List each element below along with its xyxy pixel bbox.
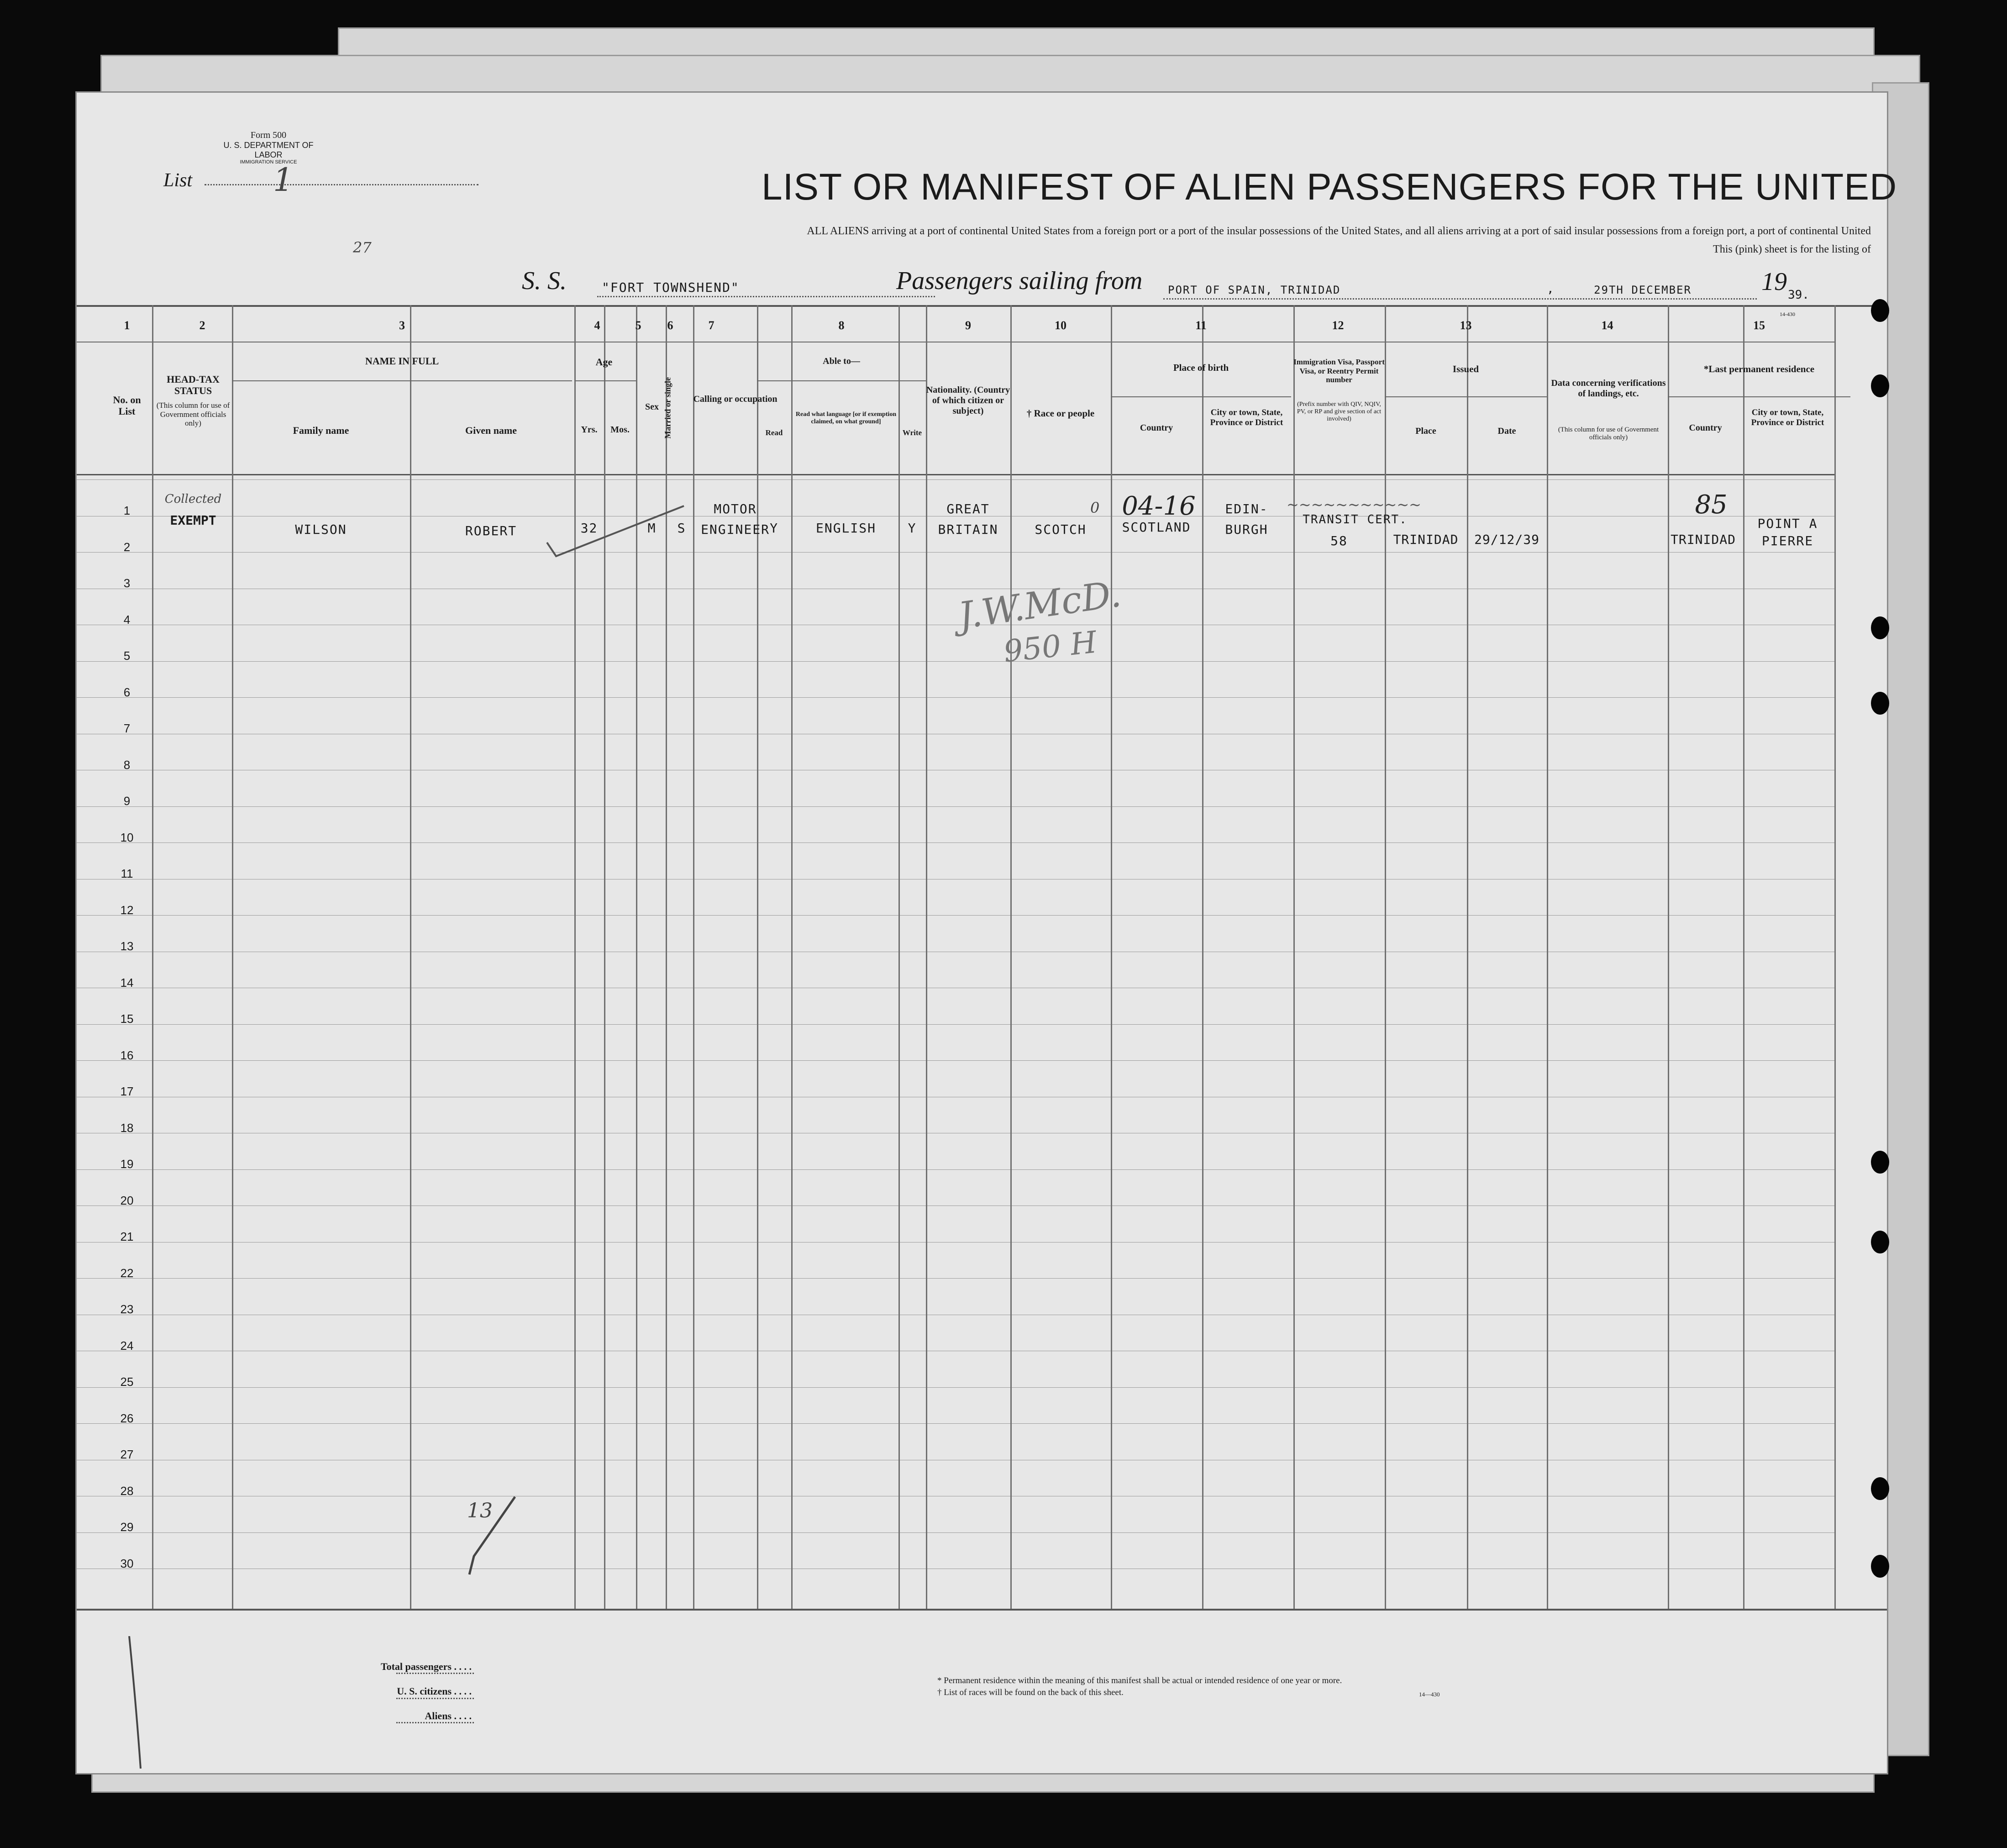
table-bottom-border <box>77 1609 1887 1611</box>
row-number: 7 <box>123 721 131 735</box>
header-data-note: (This column for use of Government officials only) <box>1558 426 1659 442</box>
row-number: 10 <box>120 830 134 844</box>
binder-hole <box>1871 692 1889 715</box>
us-citizens-line <box>396 1698 474 1699</box>
ship-line <box>597 296 935 297</box>
header-head-tax-note: (This column for use of Government officials only) <box>156 401 230 428</box>
tally-check-mark <box>460 1492 524 1584</box>
ss-label: S. S. <box>522 267 567 295</box>
form-heading <box>218 130 319 165</box>
header-sub-rule <box>232 380 572 381</box>
subtitle-line-1: ALL ALIENS arriving at a port of continental United States from a foreign port or a port of the insular possessions of the United States, and all aliens arriving at a port of said insular possessions from a foreign port, a port of continental United <box>807 225 1871 237</box>
header-sub-rule <box>757 380 926 381</box>
age-years: 32 <box>580 521 598 536</box>
row-number: 30 <box>120 1556 134 1570</box>
column-rule <box>757 305 758 1609</box>
binder-hole <box>1871 1151 1889 1174</box>
birth-country: SCOTLAND <box>1122 520 1191 535</box>
row-number: 26 <box>120 1411 134 1425</box>
department-label: U. S. DEPARTMENT OF LABOR <box>223 141 314 159</box>
column-rule <box>604 305 605 1609</box>
form-number: Form 500 <box>250 130 287 140</box>
service-label: IMMIGRATION SERVICE <box>240 159 297 165</box>
header-issued-date: Date <box>1497 426 1516 436</box>
header-yrs: Yrs. <box>581 425 598 435</box>
header-read: Read <box>765 428 783 437</box>
total-passengers-line <box>396 1673 474 1674</box>
year-suffix: 39. <box>1788 288 1809 302</box>
header-residence-city: City or town, State, Province or District <box>1751 408 1824 427</box>
footnote-races: † List of races will be found on the back of this sheet. <box>937 1687 1124 1697</box>
race-code: 0 <box>1090 499 1100 516</box>
row-rule <box>77 1387 1834 1388</box>
footer-form-code: 14—430 <box>1419 1691 1440 1698</box>
header-bottom-rule <box>77 474 1834 475</box>
header-data-landings: Data concerning verifications of landings, etc. <box>1551 378 1666 399</box>
row-number: 17 <box>120 1085 134 1098</box>
binder-hole <box>1871 299 1889 322</box>
header-sub-rule <box>1111 396 1291 397</box>
issued-date: 29/12/39 <box>1474 532 1539 547</box>
issued-place: TRINIDAD <box>1393 532 1459 547</box>
binder-hole <box>1871 1555 1889 1578</box>
row-rule <box>77 1024 1834 1025</box>
visa-line-1: TRANSIT CERT. <box>1303 513 1408 526</box>
row-rule <box>77 1169 1834 1170</box>
header-no-on-list: No. on List <box>113 394 141 417</box>
header-sub-rule <box>574 380 636 381</box>
port-of-departure: PORT OF SPAIN, TRINIDAD <box>1168 284 1341 296</box>
row-rule <box>77 806 1834 807</box>
birth-code: 04-16 <box>1122 491 1196 521</box>
header-write: Write <box>902 428 922 437</box>
row-rule <box>77 661 1834 662</box>
binder-hole <box>1871 1231 1889 1253</box>
table-top-border <box>77 305 1887 307</box>
column-number: 2 <box>199 319 205 332</box>
row-number: 14 <box>120 975 134 990</box>
row-number: 21 <box>120 1230 134 1243</box>
column-number: 5 <box>635 319 641 332</box>
column-rule <box>1668 305 1669 1609</box>
marital-status: S <box>677 521 686 536</box>
row-number: 9 <box>123 794 131 808</box>
departure-date: 29TH DECEMBER <box>1594 284 1692 296</box>
header-head-tax: HEAD-TAX STATUS <box>167 374 220 397</box>
row-rule <box>77 479 1834 480</box>
row-rule <box>77 1060 1834 1061</box>
column-rule <box>693 305 694 1609</box>
header-birth-city: City or town, State, Province or District <box>1210 408 1283 427</box>
aliens-line <box>396 1722 474 1723</box>
column-rule <box>926 305 927 1609</box>
column-rule <box>636 305 637 1609</box>
family-name: WILSON <box>295 522 347 537</box>
header-last-residence: *Last permanent residence <box>1703 363 1815 374</box>
read-language: ENGLISH <box>815 521 876 536</box>
us-citizens-label: U. S. citizens . . . . <box>397 1685 472 1697</box>
tally-mark: 13 <box>467 1499 493 1522</box>
column-rule <box>1834 305 1836 1609</box>
column-number: 14 <box>1601 319 1613 332</box>
race: SCOTCH <box>1035 522 1087 537</box>
column-number: 3 <box>399 319 405 332</box>
header-nationality: Nationality. (Country of which citizen or subject) <box>926 385 1010 416</box>
header-sub-rule <box>1385 396 1547 397</box>
residence-code: 85 <box>1695 490 1728 520</box>
aliens-label: Aliens . . . . <box>425 1710 472 1722</box>
column-rule <box>410 305 411 1609</box>
column-rule <box>898 305 900 1609</box>
nationality-line-2: BRITAIN <box>938 522 998 537</box>
row-rule <box>77 1532 1834 1533</box>
column-rule <box>791 305 793 1609</box>
head-tax-note: Collected <box>164 492 222 506</box>
column-rule <box>574 305 576 1609</box>
handwritten-initials: J.W.McD. <box>956 572 1124 637</box>
row-number: 3 <box>123 576 131 590</box>
header-calling: Calling or occupation <box>693 394 778 404</box>
birth-city-line-2: BURGH <box>1225 522 1268 537</box>
header-visa-note: (Prefix number with QIV, NQIV, PV, or RP and give section of act involved) <box>1297 401 1382 423</box>
header-married: Married or single <box>663 377 673 439</box>
occupation-line-1: MOTOR <box>714 501 757 516</box>
column-number: 8 <box>838 319 845 332</box>
residence-city-line-1: POINT A <box>1757 516 1818 531</box>
header-family-name: Family name <box>293 425 349 436</box>
row-number: 19 <box>120 1157 134 1171</box>
can-write: Y <box>908 521 917 536</box>
header-issued-place: Place <box>1415 426 1436 436</box>
row-number: 16 <box>120 1048 134 1062</box>
column-rule <box>1111 305 1112 1609</box>
header-able-to: Able to— <box>823 356 860 366</box>
header-read-language: Read what language [or if exemption claimed, on what ground] <box>795 411 897 426</box>
column-number: 15 <box>1753 319 1765 332</box>
row-number: 25 <box>120 1375 134 1389</box>
check-mark <box>538 501 688 593</box>
footer-totals <box>125 1654 472 1728</box>
header-residence-country: Country <box>1689 423 1722 433</box>
form-code: 14-430 <box>1780 311 1795 317</box>
row-number: 2 <box>123 540 131 554</box>
header-race: † Race or people <box>1026 408 1095 419</box>
column-rule <box>666 305 667 1609</box>
row-number: 11 <box>121 867 133 880</box>
row-rule <box>77 1278 1834 1279</box>
row-number: 24 <box>120 1338 134 1353</box>
row-number: 22 <box>120 1266 134 1280</box>
row-rule <box>77 842 1834 843</box>
row-number: 13 <box>120 939 134 953</box>
page-title: LIST OR MANIFEST OF ALIEN PASSENGERS FOR THE UNITED <box>762 166 1897 208</box>
row-number: 27 <box>120 1448 134 1461</box>
birth-city-line-1: EDIN- <box>1225 501 1268 516</box>
year-prefix: 19 <box>1761 268 1787 296</box>
margin-scribble <box>122 1636 150 1773</box>
passenger-table <box>77 305 1887 1629</box>
column-number: 1 <box>124 319 130 332</box>
column-number: 12 <box>1332 319 1344 332</box>
residence-country: TRINIDAD <box>1671 532 1736 547</box>
row-rule <box>77 1423 1834 1424</box>
nationality-line-1: GREAT <box>946 501 990 516</box>
row-number: 6 <box>123 685 131 699</box>
footer-notes <box>937 1675 1576 1698</box>
list-label: List <box>163 170 193 191</box>
row-number: 4 <box>123 612 131 627</box>
header-mos: Mos. <box>610 425 630 435</box>
subtitle-line-2: This (pink) sheet is for the listing of <box>1713 243 1871 255</box>
date-comma: , <box>1547 282 1555 296</box>
total-passengers-label: Total passengers . . . . <box>380 1661 472 1672</box>
row-number: 18 <box>120 1121 134 1135</box>
port-line <box>1163 298 1565 300</box>
column-rule <box>1010 305 1012 1609</box>
header-place-of-birth: Place of birth <box>1173 362 1229 373</box>
binder-hole <box>1871 374 1889 397</box>
row-number: 1 <box>123 504 131 517</box>
binder-hole <box>1871 1477 1889 1500</box>
column-number: 10 <box>1055 319 1067 332</box>
column-number: 13 <box>1460 319 1472 332</box>
header-age: Age <box>595 356 613 368</box>
ship-name: "FORT TOWNSHEND" <box>602 280 740 295</box>
header-visa: Immigration Visa, Passport Visa, or Reentry Permit number <box>1293 358 1385 384</box>
row-number: 15 <box>120 1012 134 1026</box>
row-rule <box>77 1242 1834 1243</box>
date-line <box>1560 298 1757 300</box>
given-name: ROBERT <box>465 523 517 538</box>
column-number: 7 <box>708 319 715 332</box>
row-number: 29 <box>120 1520 134 1534</box>
header-birth-country: Country <box>1140 423 1173 433</box>
header-sub-rule <box>1668 396 1850 397</box>
row-rule <box>77 915 1834 916</box>
list-number: 1 <box>273 161 294 199</box>
header-name-in-full: NAME IN FULL <box>365 355 439 367</box>
head-tax-status: EXEMPT <box>170 513 216 528</box>
row-number: 20 <box>120 1193 134 1207</box>
row-number: 5 <box>123 649 131 663</box>
column-rule <box>1547 305 1548 1609</box>
row-rule <box>77 552 1834 553</box>
handwritten-visa-note: ~~~~~~~~~~~ <box>1287 496 1421 513</box>
header-sex: Sex <box>645 402 659 412</box>
margin-note: 27 <box>353 239 372 256</box>
residence-city-line-2: PIERRE <box>1761 533 1814 548</box>
sex: M <box>647 521 657 536</box>
visa-line-2: 58 <box>1330 533 1348 548</box>
occupation-line-2: ENGINEER <box>701 522 770 537</box>
header-given-name: Given name <box>465 425 517 436</box>
manifest-sheet <box>75 91 1897 1774</box>
column-number: 4 <box>594 319 600 332</box>
column-number: 11 <box>1195 319 1207 332</box>
header-issued: Issued <box>1452 363 1479 374</box>
row-number: 12 <box>120 903 134 917</box>
sailing-label: Passengers sailing from <box>896 267 1143 295</box>
footnote-residence: * Permanent residence within the meaning of this manifest shall be actual or intended residence of one year or more. <box>937 1676 1342 1685</box>
can-read: Y <box>770 521 778 536</box>
row-number: 23 <box>120 1302 134 1316</box>
handwritten-code: 950 H <box>1002 624 1098 669</box>
column-number: 6 <box>667 319 673 332</box>
binder-hole <box>1871 616 1889 639</box>
row-rule <box>77 697 1834 698</box>
row-number: 8 <box>123 758 131 772</box>
list-field-line <box>205 184 478 185</box>
row-number: 28 <box>120 1484 134 1498</box>
column-number: 9 <box>965 319 971 332</box>
